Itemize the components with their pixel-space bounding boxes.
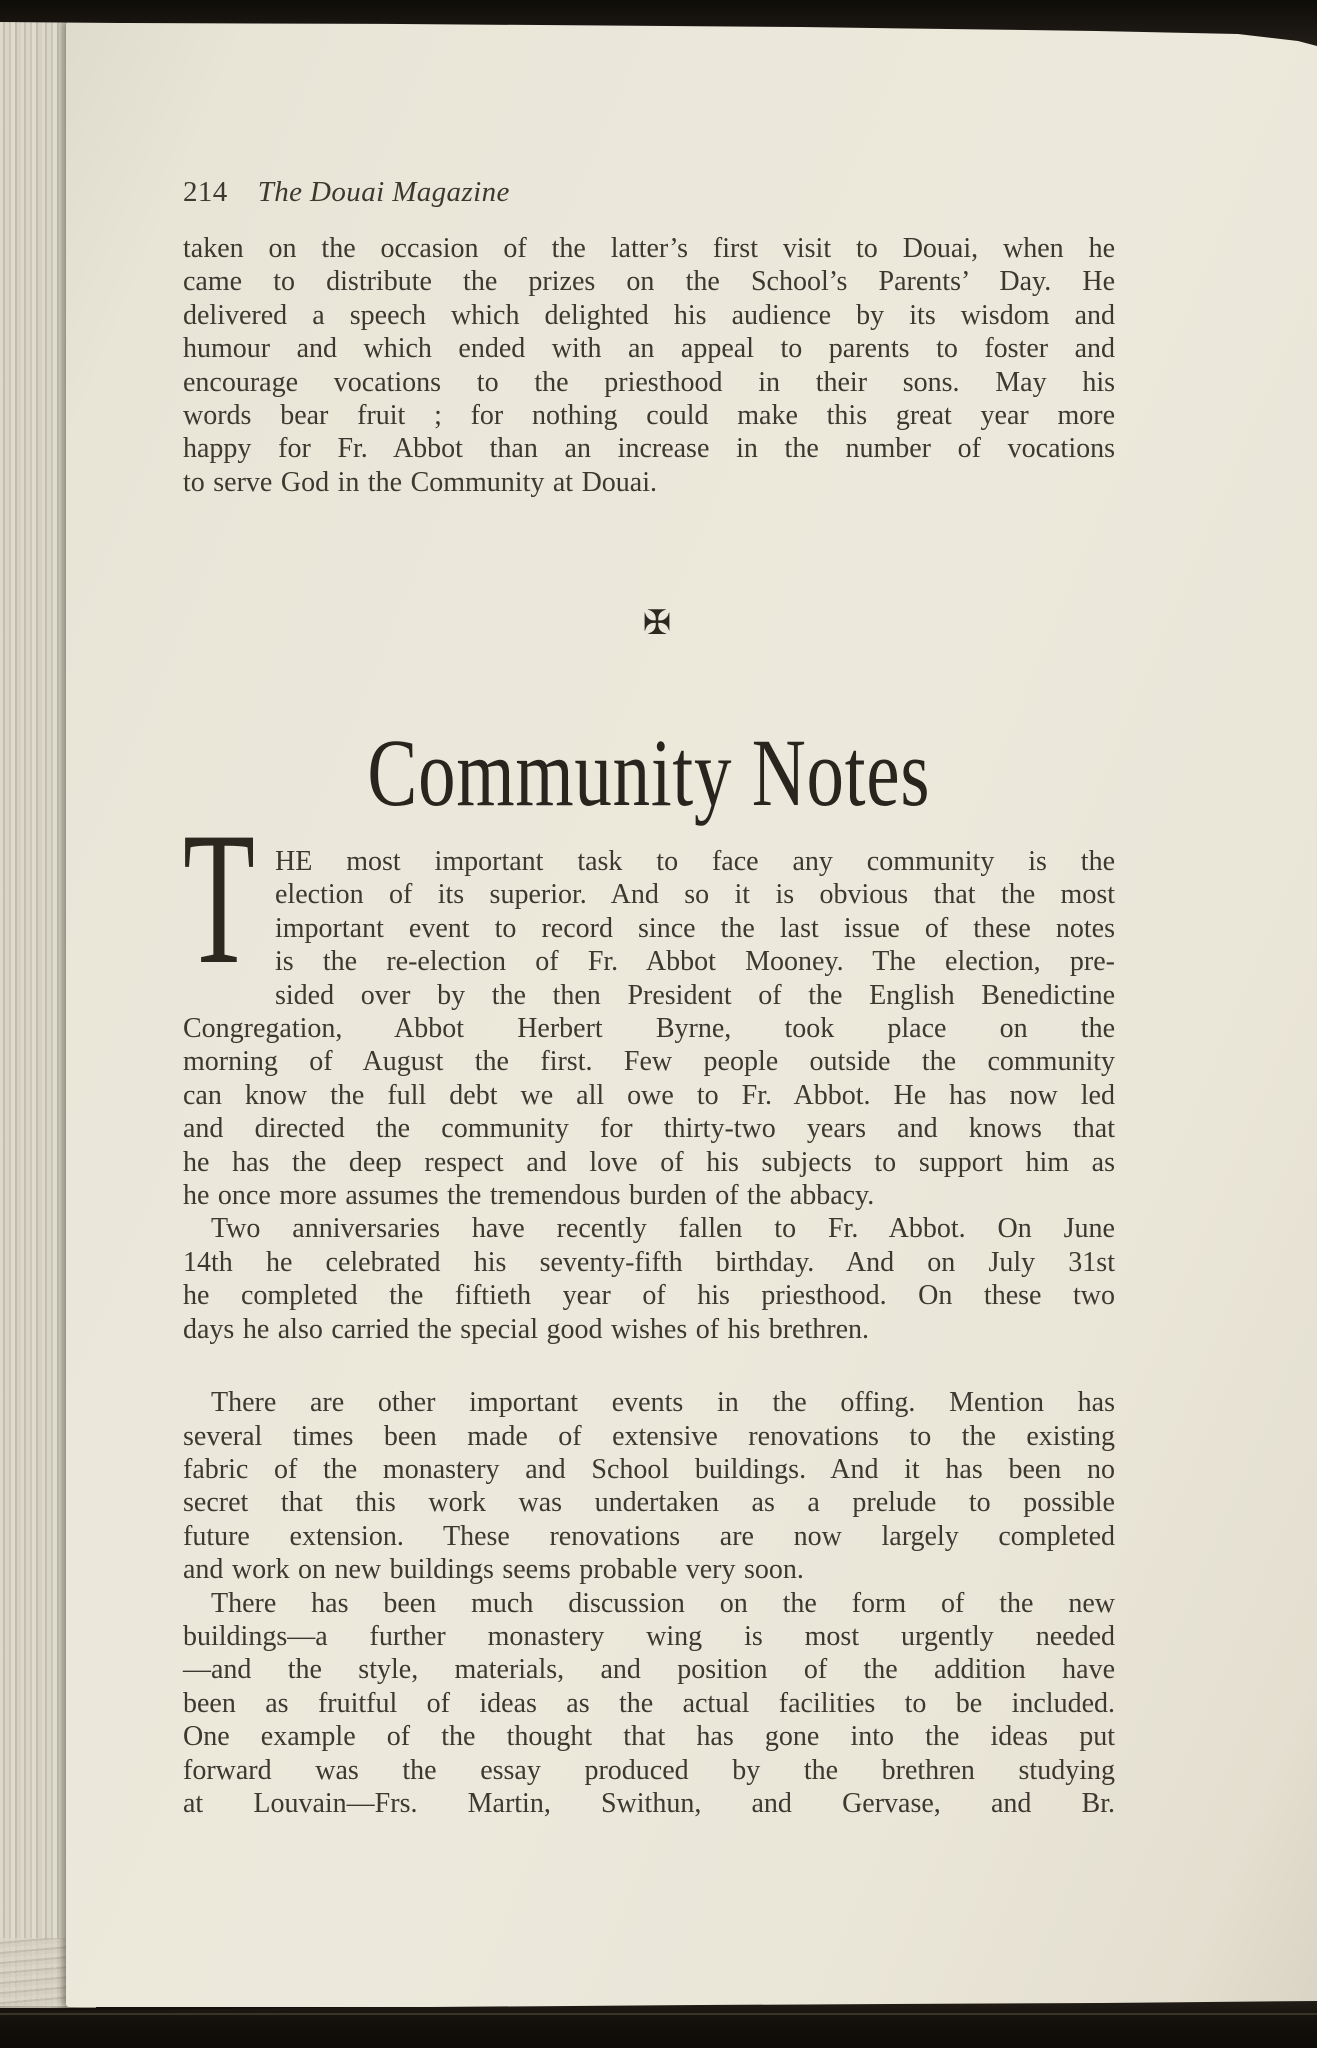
- text-line: fabric of the monastery and School buildings. And it has been no: [183, 1453, 1115, 1485]
- article-body: [183, 794, 1115, 1820]
- intro-paragraph: [183, 232, 1115, 499]
- text-line: There has been much discussion on the form of the new: [211, 1587, 1115, 1619]
- text-line: happy for Fr. Abbot than an increase in the number of vocations: [183, 433, 1115, 465]
- text-line: he has the deep respect and love of his subjects to support him as: [183, 1146, 1115, 1178]
- magazine-running-title: The Douai Magazine: [257, 176, 510, 208]
- text-line: several times been made of extensive renovations to the existing: [183, 1420, 1115, 1452]
- cross-ornament: [587, 604, 727, 644]
- text-line: encourage vocations to the priesthood in their sons. May his: [183, 366, 1115, 398]
- page-edges-stack: [0, 20, 66, 2006]
- text-line: HE most important task to face any community is the: [275, 846, 1115, 877]
- text-line: words bear fruit ; for nothing could make this great year more: [183, 400, 1115, 432]
- paragraph: [183, 1386, 1115, 1586]
- text-line: he once more assumes the tremendous burden of the abbacy.: [183, 1180, 875, 1212]
- text-line: future extension. These renovations are now largely completed: [183, 1520, 1115, 1552]
- text-line: delivered a speech which delighted his audience by its wisdom and: [183, 299, 1115, 331]
- text-line: is the re-election of Fr. Abbot Mooney. The election, pre-: [275, 946, 1115, 978]
- paragraph: [183, 794, 1115, 1212]
- text-line: taken on the occasion of the latter’s first visit to Douai, when he: [183, 233, 1115, 264]
- maltese-cross-icon: ✠: [642, 605, 672, 642]
- text-line: forward was the essay produced by the brethren studying: [183, 1754, 1115, 1786]
- text-line: and directed the community for thirty-two years and knows that: [183, 1113, 1115, 1145]
- text-line: important event to record since the last issue of these notes: [275, 912, 1115, 944]
- text-line: to serve God in the Community at Douai.: [183, 466, 657, 498]
- text-line: morning of August the first. Few people outside the community: [183, 1046, 1115, 1078]
- section-title: [183, 719, 1115, 826]
- text-line: at Louvain—Frs. Martin, Swithun, and Gervase, and Br.: [183, 1787, 1115, 1819]
- page-header: [183, 175, 1115, 209]
- text-line: buildings—a further monastery wing is most urgently needed: [183, 1620, 1115, 1652]
- text-line: 14th he celebrated his seventy-fifth birthday. And on July 31st: [183, 1246, 1115, 1278]
- text-line: election of its superior. And so it is obvious that the most: [275, 879, 1115, 911]
- text-line: Congregation, Abbot Herbert Byrne, took place on the: [183, 1013, 1115, 1045]
- text-line: and work on new buildings seems probable very soon.: [183, 1554, 804, 1586]
- paragraph: [183, 1587, 1115, 1821]
- text-line: humour and which ended with an appeal to parents to foster and: [183, 333, 1115, 365]
- text-line: he completed the fiftieth year of his priesthood. On these two: [183, 1280, 1115, 1312]
- text-line: There are other important events in the offing. Mention has: [211, 1387, 1115, 1419]
- text-line: sided over by the then President of the English Benedictine: [275, 979, 1115, 1011]
- text-line: secret that this work was undertaken as a prelude to possible: [183, 1487, 1115, 1519]
- text-line: —and the style, materials, and position of the addition have: [183, 1654, 1115, 1686]
- book-cover-seam: [0, 2013, 1317, 2015]
- page-number: 214: [183, 176, 228, 208]
- text-line: can know the full debt we all owe to Fr. Abbot. He has now led: [183, 1079, 1115, 1111]
- text-line: One example of the thought that has gone into the ideas put: [183, 1721, 1115, 1753]
- drop-cap: T: [183, 794, 255, 1004]
- text-line: been as fruitful of ideas as the actual facilities to be included.: [183, 1687, 1115, 1719]
- paragraph-gap: [183, 1346, 1115, 1386]
- section-title-text: Community Notes: [367, 719, 931, 826]
- paragraph: [183, 1212, 1115, 1346]
- text-line: Two anniversaries have recently fallen to Fr. Abbot. On June: [211, 1213, 1115, 1245]
- text-line: came to distribute the prizes on the School’s Parents’ Day. He: [183, 266, 1115, 298]
- text-line: days he also carried the special good wishes of his brethren.: [183, 1313, 870, 1345]
